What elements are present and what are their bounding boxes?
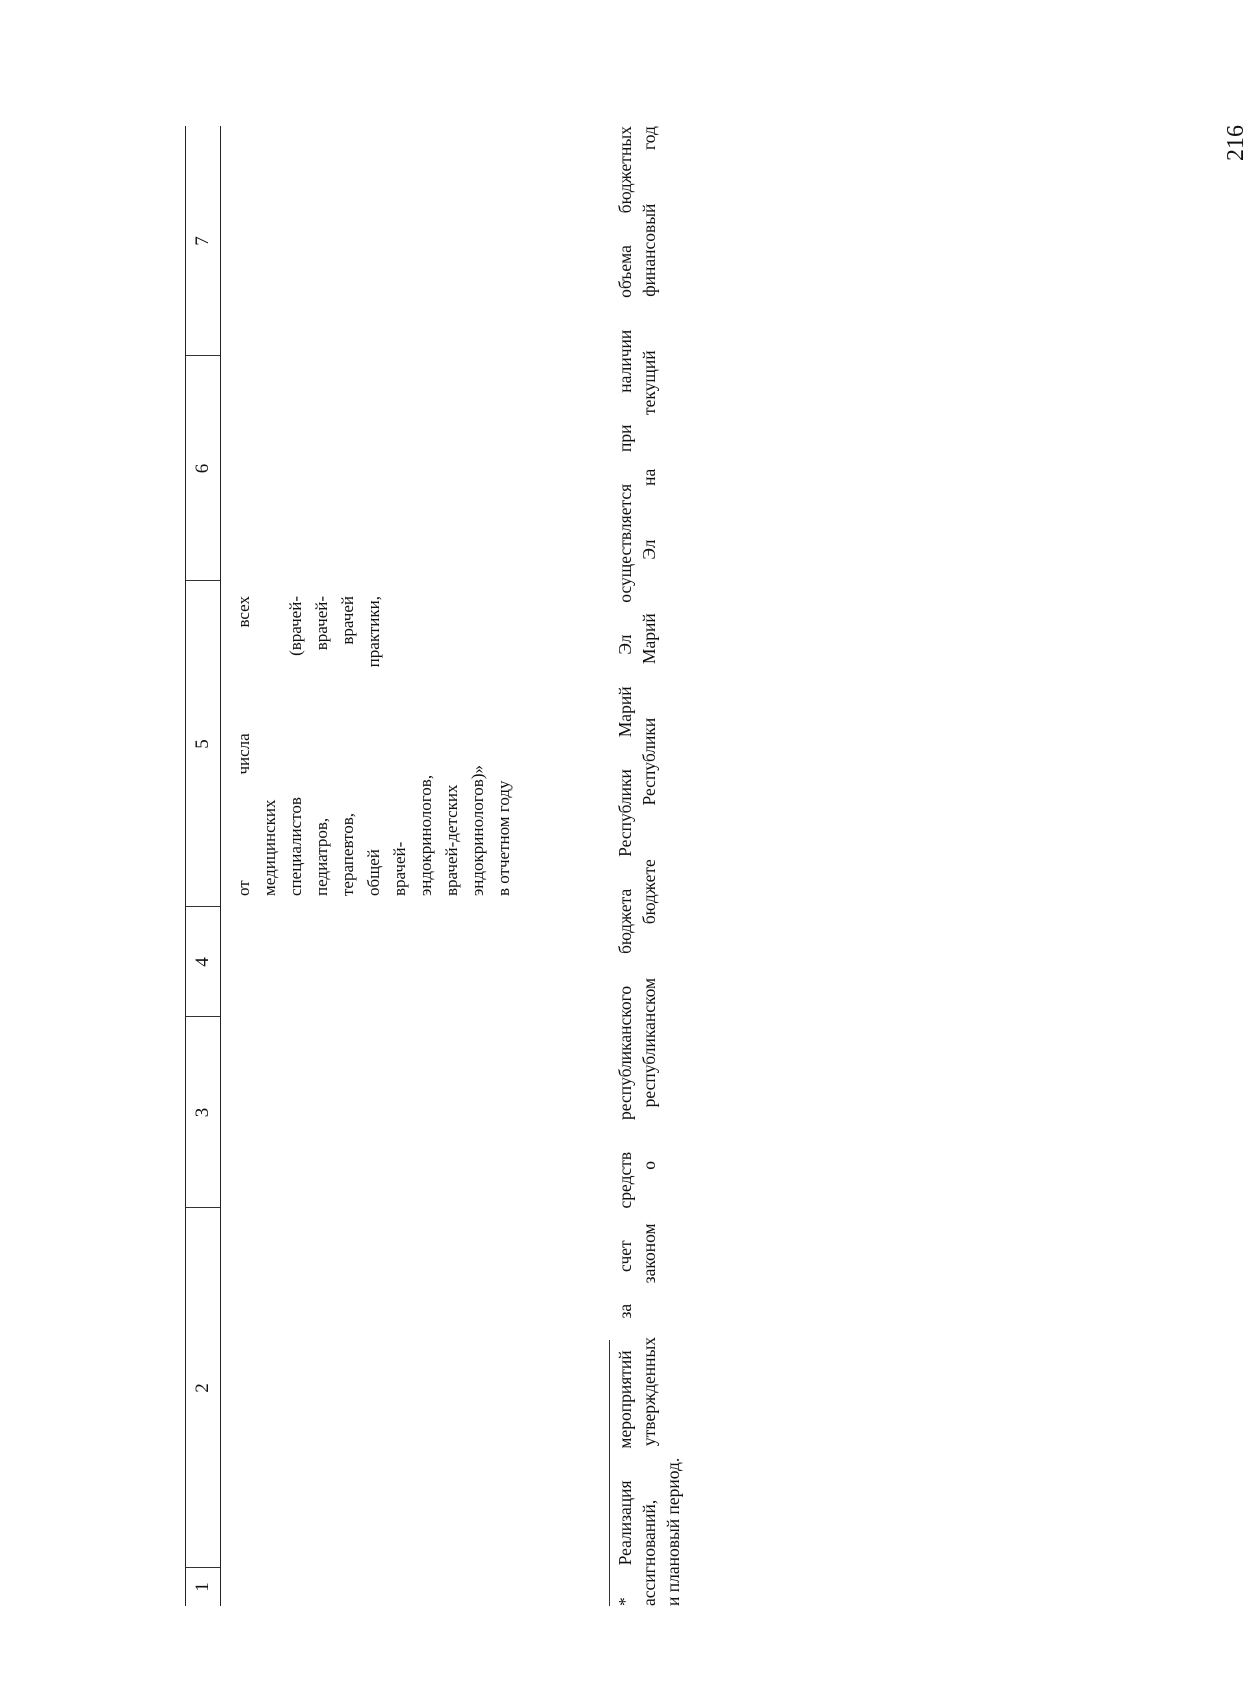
footnote-word: * (615, 1597, 635, 1606)
footnote-word: Республики (639, 717, 659, 806)
cell5-line (439, 596, 465, 896)
footnote-word: ассигнований, (639, 1499, 659, 1606)
cell5-word: в отчетном году (494, 780, 513, 896)
cell5-word: врачей-детских (442, 784, 461, 896)
cell5-line (361, 596, 387, 896)
column-number-1: 1 (192, 1582, 213, 1592)
column-number-3: 3 (192, 1107, 213, 1118)
footnote-word: на (639, 468, 659, 486)
footnote-word: Марий (615, 686, 635, 738)
cell5-line (491, 596, 517, 896)
cell5-word: специалистов (286, 797, 305, 896)
cell5-line (231, 596, 257, 896)
footnote-word: Республики (615, 769, 635, 857)
footnote-word: бюджета (615, 888, 635, 954)
footnote-word: утвержденных (639, 1337, 659, 1447)
cell5-word: от (234, 880, 253, 896)
footnote-word: объема (615, 245, 635, 298)
footnote-word: Реализация (615, 1480, 635, 1566)
cell5-word: общей (364, 849, 383, 896)
cell5-word: практики, (364, 596, 383, 668)
cell5-line (309, 596, 335, 896)
footnote-word: и плановый период. (663, 1457, 683, 1606)
footnote-word: Эл (639, 539, 659, 560)
footnote-word: осуществляется (615, 483, 635, 603)
footnote-word: Марий (639, 613, 659, 665)
footnote-word: финансовый (639, 203, 659, 297)
footnote-word: текущий (639, 350, 659, 416)
footnote-word: о (639, 1161, 659, 1170)
footnote-word: бюджетных (615, 126, 635, 214)
cell5-word: терапевтов, (338, 812, 357, 896)
cell5-word: числа (234, 733, 253, 775)
footnote-word: средств (615, 1151, 635, 1209)
page-number: 216 (1223, 125, 1249, 161)
cell5-word: всех (234, 596, 253, 628)
cell5-line (387, 596, 413, 896)
column-number-7: 7 (192, 236, 213, 246)
footnote-word: бюджете (639, 859, 659, 925)
cell5-line (465, 596, 491, 896)
footnote (613, 126, 685, 1606)
rotated-landscape-content (185, 126, 1085, 1606)
column-number-4: 4 (192, 957, 213, 967)
column-number-6: 6 (192, 463, 213, 474)
continuation-table-header (185, 126, 221, 1606)
footnote-line (661, 126, 685, 1606)
footnote-line (637, 126, 661, 1606)
cell5-word: эндокринологов)» (468, 765, 487, 896)
footnote-word: наличии (615, 329, 635, 393)
footnote-word: за (615, 1303, 635, 1319)
cell5-word: (врачей- (286, 596, 305, 656)
footnote-word: республиканского (615, 985, 635, 1120)
table-cell-column-5 (231, 596, 517, 896)
footnote-word: законом (639, 1223, 659, 1284)
column-number-2: 2 (192, 1383, 213, 1393)
cell5-word: медицинских (260, 799, 279, 896)
footnote-line (613, 126, 637, 1606)
column-number-5: 5 (192, 739, 213, 749)
footnote-word: счет (615, 1240, 635, 1272)
cell5-word: врачей (338, 596, 357, 645)
cell5-line (257, 596, 283, 896)
footnote-word: при (615, 424, 635, 453)
cell5-line (413, 596, 439, 896)
cell5-word: педиатров, (312, 817, 331, 896)
footnote-word: год (639, 126, 659, 150)
footnote-word: мероприятий (615, 1350, 635, 1449)
footnote-word: Эл (615, 634, 635, 655)
footnote-separator (609, 1340, 610, 1606)
cell5-word: врачей- (312, 596, 331, 651)
cell5-word: эндокринологов, (416, 774, 435, 896)
cell5-line (283, 596, 309, 896)
cell5-word: врачей- (390, 841, 409, 896)
footnote-word: республиканском (639, 977, 659, 1108)
cell5-line (335, 596, 361, 896)
